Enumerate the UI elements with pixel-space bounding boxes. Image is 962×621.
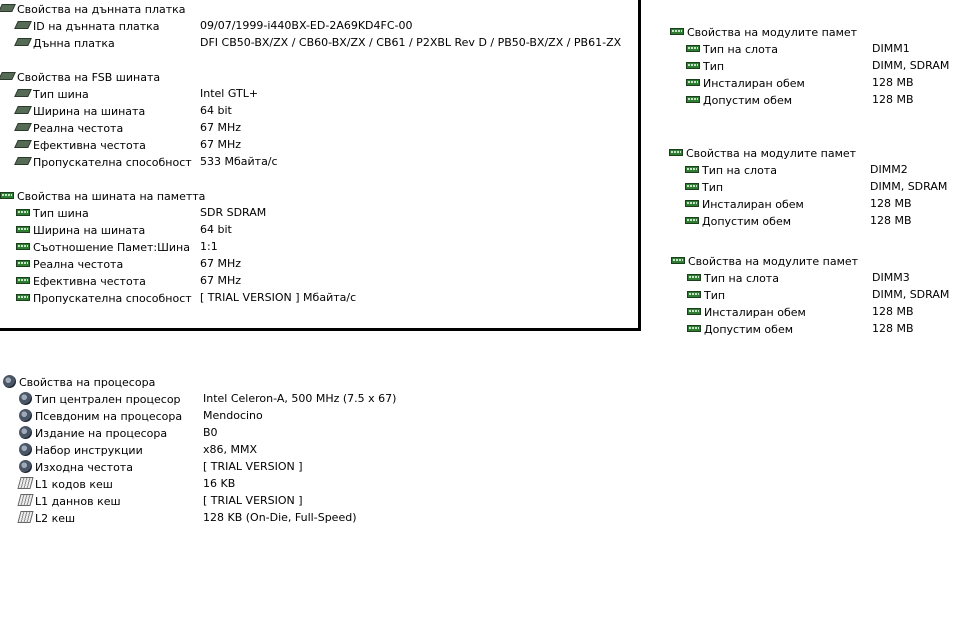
property-label: Ширина на шината [33,223,146,237]
property-value: 67 MHz [200,274,242,287]
memory-icon [16,260,30,267]
property-value: DIMM1 [872,42,910,55]
property-label: Допустим обем [702,214,792,228]
memory-module-header [670,23,857,40]
cpu-icon [19,426,32,439]
property-row[interactable] [19,390,619,407]
property-label: Тип на слота [703,42,778,56]
cpu-icon [19,443,32,456]
property-value: 64 bit [200,223,232,236]
property-value: 128 MB [872,93,914,106]
motherboard-icon [14,21,32,29]
property-value: 128 MB [872,322,914,335]
property-row[interactable] [16,102,636,119]
memory-icon [686,96,700,103]
section-title: Свойства на процесора [19,375,156,389]
memory-icon [669,149,683,156]
memory-icon [16,277,30,284]
property-value: DFI CB50-BX/ZX / CB60-BX/ZX / CB61 / P2XBL Rev D / PB50-BX/ZX / PB61-ZX [200,36,622,49]
cpu-icon [19,392,32,405]
property-value: 128 MB [870,214,912,227]
cache-icon [17,511,33,523]
property-label: Пропускателна способност [33,155,192,169]
property-row[interactable] [19,475,619,492]
motherboard-icon [14,38,32,46]
property-label: Тип [704,288,726,302]
property-value: 67 MHz [200,121,242,134]
property-value: 67 MHz [200,138,242,151]
property-row[interactable] [19,407,619,424]
property-label: Тип на слота [704,271,779,285]
memory-icon [670,28,684,35]
property-label: Тип [703,59,725,73]
property-row[interactable] [685,212,955,229]
property-value: [ TRIAL VERSION ] Мбайта/с [200,291,357,304]
property-row[interactable] [16,272,636,289]
property-value: [ TRIAL VERSION ] [203,460,303,473]
property-row[interactable] [16,255,636,272]
memory-icon [686,62,700,69]
property-row[interactable] [686,57,956,74]
property-label: ID на дънната платка [33,19,160,33]
property-label: Ширина на шината [33,104,146,118]
property-label: Тип централен процесор [35,392,181,406]
property-value: 128 MB [872,76,914,89]
memory-icon [685,200,699,207]
cpu-icon [19,460,32,473]
section-title: Свойства на дънната платка [17,2,186,16]
property-label: L2 кеш [35,511,76,525]
property-value: x86, MMX [203,443,258,456]
property-value: 67 MHz [200,257,242,270]
property-row[interactable] [687,320,957,337]
property-label: Инсталиран обем [703,76,805,90]
motherboard-icon [0,4,16,12]
property-label: Тип на слота [702,163,777,177]
memory-icon [687,291,701,298]
property-row[interactable] [19,441,619,458]
cpu-icon [3,375,16,388]
property-value: DIMM, SDRAM [870,180,948,193]
property-value: 128 MB [870,197,912,210]
property-value: 128 MB [872,305,914,318]
property-label: Псевдоним на процесора [35,409,183,423]
memory-icon [685,183,699,190]
fsb-props-header [0,68,160,85]
property-value: 64 bit [200,104,232,117]
property-row[interactable] [16,34,636,51]
property-label: Набор инструкции [35,443,143,457]
section-title: Свойства на модулите памет [688,254,859,268]
property-row[interactable] [686,40,956,57]
memory-icon [687,308,701,315]
membus-props-header [0,187,205,204]
memory-icon [16,226,30,233]
property-value: B0 [203,426,218,439]
bus-icon [14,123,32,131]
property-label: Изходна честота [35,460,133,474]
property-label: Ефективна честота [33,138,146,152]
property-value: 128 KB (On-Die, Full-Speed) [203,511,357,524]
property-row[interactable] [16,136,636,153]
property-row[interactable] [687,269,957,286]
memory-icon [686,79,700,86]
property-label: Съотношение Памет:Шина [33,240,190,254]
property-value: 09/07/1999-i440BX-ED-2A69KD4FC-00 [200,19,413,32]
property-row[interactable] [16,289,636,306]
property-row[interactable] [16,17,636,34]
property-value: 16 KB [203,477,236,490]
property-row[interactable] [19,509,619,526]
bus-icon [14,106,32,114]
property-row[interactable] [687,286,957,303]
property-label: Тип шина [33,87,89,101]
bus-icon [14,157,32,165]
bus-icon [0,72,16,80]
property-label: Инсталиран обем [702,197,804,211]
property-value: 533 Мбайта/с [200,155,278,168]
property-row[interactable] [685,195,955,212]
section-title: Свойства на FSB шината [17,70,161,84]
property-label: Пропускателна способност [33,291,192,305]
memory-icon [0,192,14,199]
cpu-icon [19,409,32,422]
section-title: Свойства на модулите памет [687,25,858,39]
section-title: Свойства на модулите памет [686,146,857,160]
bus-icon [14,140,32,148]
property-label: Инсталиран обем [704,305,806,319]
property-label: L1 кодов кеш [35,477,113,491]
property-label: Дънна платка [33,36,115,50]
cache-icon [17,494,33,506]
memory-icon [16,243,30,250]
bus-icon [14,89,32,97]
property-value: DIMM, SDRAM [872,59,950,72]
property-value: DIMM, SDRAM [872,288,950,301]
property-value: DIMM3 [872,271,910,284]
property-label: Ефективна честота [33,274,146,288]
property-value: Intel Celeron-A, 500 MHz (7.5 x 67) [203,392,397,405]
property-row[interactable] [686,91,956,108]
property-row[interactable] [16,204,636,221]
property-row[interactable] [685,178,955,195]
memory-icon [685,217,699,224]
property-row[interactable] [686,74,956,91]
property-row[interactable] [16,238,636,255]
memory-icon [687,274,701,281]
property-value: 1:1 [200,240,218,253]
property-value: Mendocino [203,409,263,422]
property-label: Реална честота [33,257,124,271]
memory-icon [686,45,700,52]
property-value: [ TRIAL VERSION ] [203,494,303,507]
cache-icon [17,477,33,489]
cpu-props-header [3,373,155,390]
property-value: SDR SDRAM [200,206,267,219]
memory-module-header [669,144,856,161]
property-row[interactable] [16,153,636,170]
property-row[interactable] [16,221,636,238]
section-title: Свойства на шината на паметта [17,189,206,203]
property-row[interactable] [16,119,636,136]
property-row[interactable] [16,85,636,102]
property-label: Издание на процесора [35,426,168,440]
property-row[interactable] [19,458,619,475]
memory-module-header [671,252,858,269]
memory-icon [16,209,30,216]
property-row[interactable] [19,424,619,441]
property-label: Допустим обем [703,93,793,107]
property-label: Тип шина [33,206,89,220]
memory-icon [16,294,30,301]
property-row[interactable] [685,161,955,178]
property-label: Тип [702,180,724,194]
property-row[interactable] [19,492,619,509]
memory-icon [685,166,699,173]
property-label: Допустим обем [704,322,794,336]
property-value: Intel GTL+ [200,87,259,100]
property-value: DIMM2 [870,163,908,176]
memory-icon [671,257,685,264]
property-row[interactable] [687,303,957,320]
motherboard-props-header [0,0,186,17]
property-label: Реална честота [33,121,124,135]
property-label: L1 даннов кеш [35,494,121,508]
memory-icon [687,325,701,332]
